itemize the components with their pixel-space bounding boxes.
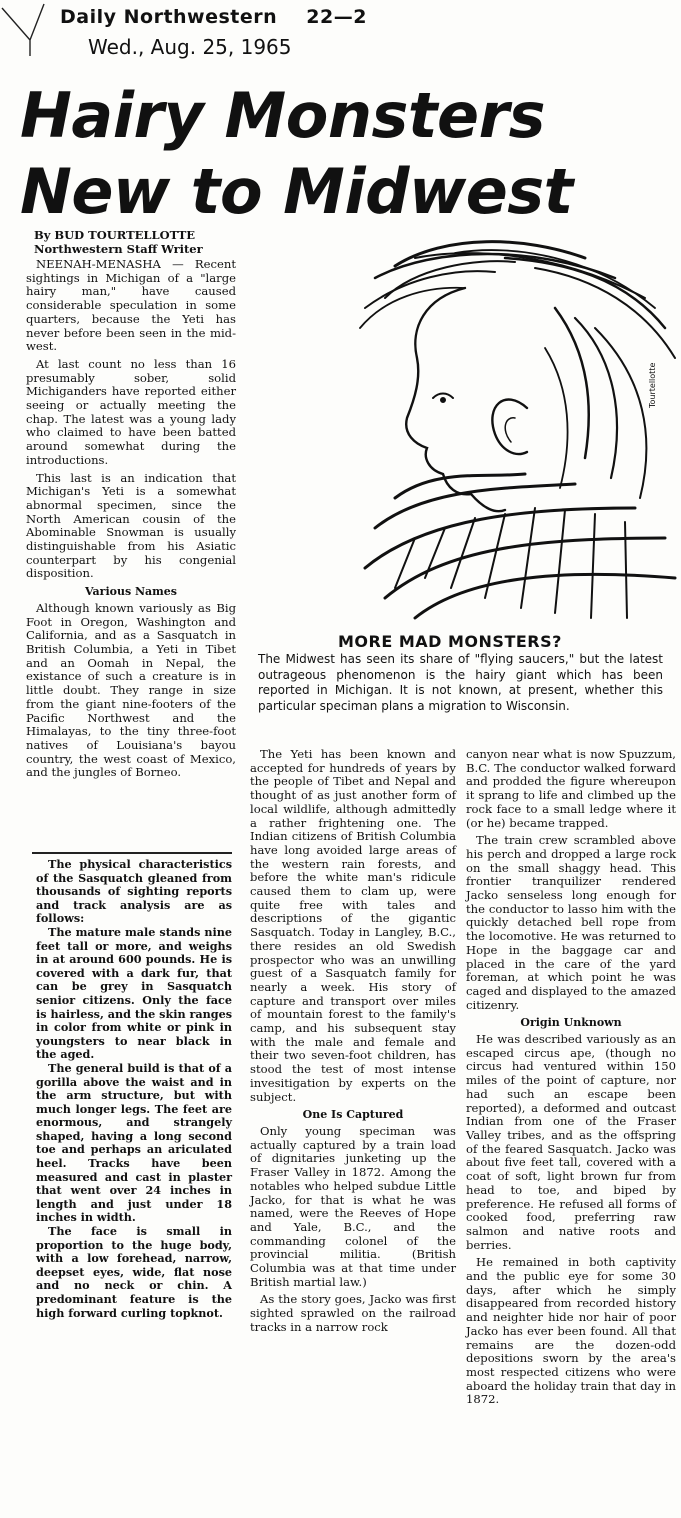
col3-paragraph-3: He was described variously as an escaped circus ape, (though no circus had ventured within 150 miles of the point of capture, nor had such an escape been reported), a deformed and outcast Indian from one of the Fraser Valley tribes, and as the offspring of the feared Sasquatch. Jacko was about five feet tall, covered with a coat of soft, light brown fur from head to toe, and biped by preference. He refused all forms of cooked food, preferring raw salmon and native roots and berries.	[466, 1032, 676, 1252]
col2-subhead: One Is Captured	[302, 1108, 404, 1122]
dateline: Wed., Aug. 25, 1965	[88, 35, 292, 59]
box-paragraph-2: The mature male stands nine feet tall or more, and weighs in at around 600 pounds. He is covered with a dark fur, that can be grey in Sasquatch senior citizens. Only the face is hairless, and the skin ranges in color from white or pink in youngsters to near black in the aged.	[36, 924, 232, 1062]
corner-pencil-mark	[0, 0, 60, 58]
col3-paragraph-2: The train crew scrambled above his perch and dropped a large rock on the small shaggy head. This frontier tranquilizer rendered Jacko senseless long enough for the conductor to lasso him with the quickly detached bell rope from the locomotive. He was returned to Hope in the baggage car and placed in the care of the yard foreman, at which point he was caged and displayed to the amazed citizenry.	[466, 833, 676, 1012]
box-top-rule	[32, 852, 232, 854]
col1-subhead: Various Names	[85, 585, 177, 599]
byline-role: Northwestern Staff Writer	[34, 242, 203, 256]
sidebar-box	[36, 858, 232, 1320]
col3-paragraph-4: He remained in both captivity and the public eye for some 30 days, after which he simply disappeared from recorded history and neighter hide nor hair of poor Jacko has ever been found. All that remains are the dozen-odd depositions sworn by the area's most respected citizens who were aboard the holiday train that day in 1872.	[466, 1255, 676, 1407]
col2-paragraph-3: As the story goes, Jacko was first sighted sprawled on the railroad tracks in a narrow rock	[250, 1292, 456, 1334]
caption-text: The Midwest has seen its share of "flying saucers," but the latest outrageous phenomenon is the hairy giant which has been reported in Michigan. It is not known, at present, whether this particular speciman plans a migration to Wisconsin.	[258, 652, 663, 713]
col1-paragraph-3: This last is an indication that Michigan's Yeti is a somewhat abnormal specimen, since the North American cousin of the Abominable Snowman is usually distinguishable from his Asiatic counterpart by his congenial disposition.	[26, 470, 236, 581]
page-number: 22—2	[306, 6, 367, 28]
headline-line-2: New to Midwest	[20, 155, 573, 228]
paper-name: Daily Northwestern	[60, 6, 278, 28]
hairy-monster-illustration-icon	[355, 238, 680, 623]
headline	[20, 78, 660, 230]
col3-subhead: Origin Unknown	[520, 1016, 622, 1030]
byline-author: By BUD TOURTELLOTTE	[34, 228, 196, 242]
col2-paragraph-1: The Yeti has been known and accepted for hundreds of years by the people of Tibet and Nepal and thought of as just another form of local wildlife, although admittedly a rather frightening one. The Indian citizens of British Columbia have long avoided large areas of the western rain forests, and before the white man's ridicule caused them to clam up, were quite free with tales and descriptions of the gigantic Sasquatch. Today in Langley, B.C., there resides an old Swedish prospector who was an unwilling guest of a Sasquatch family for nearly a week. His story of capture and transport over miles of mountain forest to the family's camp, and his subsequent stay with the male and female and their two seven-foot children, has stood the test of most intense invesitigation by experts on the subject.	[250, 747, 456, 1104]
caption-title: MORE MAD MONSTERS?	[338, 632, 562, 651]
box-paragraph-4: The face is small in proportion to the huge body, with a low forehead, narrow, deepset eyes, wide, flat nose and no neck or chin. A predominant feature is the high forward curling topknot.	[36, 1224, 232, 1320]
byline	[34, 228, 203, 256]
col1-paragraph-4: Although known variously as Big Foot in Oregon, Washington and California, and as a Sasquatch in British Columbia, a Yeti in Tibet and an Oomah in Nepal, the existance of such a creature is in little doubt. They range in size from the giant nine-footers of the Pacific Northwest and the Himalayas, to the tiny three-foot natives of Louisiana's bayou country, the west coast of Mexico, and the jungles of Borneo.	[26, 600, 236, 780]
box-paragraph-3: The general build is that of a gorilla above the waist and in the arm structure, but with much longer legs. The feet are enormous, and strangely shaped, having a long second toe and perhaps an ariculated heel. Tracks have been measured and cast in plaster that went over 24 inches in length and just under 18 inches in width.	[36, 1060, 232, 1225]
column-1	[26, 258, 236, 784]
col2-paragraph-2: Only young speciman was actually captured by a train load of dignitaries junketing up the Fraser Valley in 1872. Among the notables who helped subdue Little Jacko, for that is what he was named, were the Reeves of Hope and Yale, B.C., and the commanding colonel of the provincial militia. (British Columbia was at that time under British martial law.)	[250, 1123, 456, 1289]
col3-paragraph-1: canyon near what is now Spuzzum, B.C. The conductor walked forward and prodded the figure whereupon it sprang to life and climbed up the rock face to a small ledge where it (or he) became trapped.	[466, 747, 676, 830]
headline-line-1: Hairy Monsters	[20, 79, 546, 152]
col1-paragraph-2: At last count no less than 16 presumably sober, solid Michiganders have reported either seeing or actually meeting the chap. The latest was a young lady who claimed to have been batted around somewhat during the introductions.	[26, 356, 236, 467]
column-2	[250, 748, 456, 1339]
masthead	[60, 6, 367, 28]
illustration-signature: Tourtellotte	[648, 362, 657, 408]
box-paragraph-1: The physical characteristics of the Sasquatch gleaned from thousands of sighting reports and track analysis are as follows:	[36, 857, 232, 926]
column-3	[466, 748, 676, 1411]
col1-paragraph-1: NEENAH-MENASHA — Recent sightings in Michigan of a "large hairy man," have caused considerable speculation in some quarters, because the Yeti has never before been seen in the mid-west.	[26, 257, 236, 354]
